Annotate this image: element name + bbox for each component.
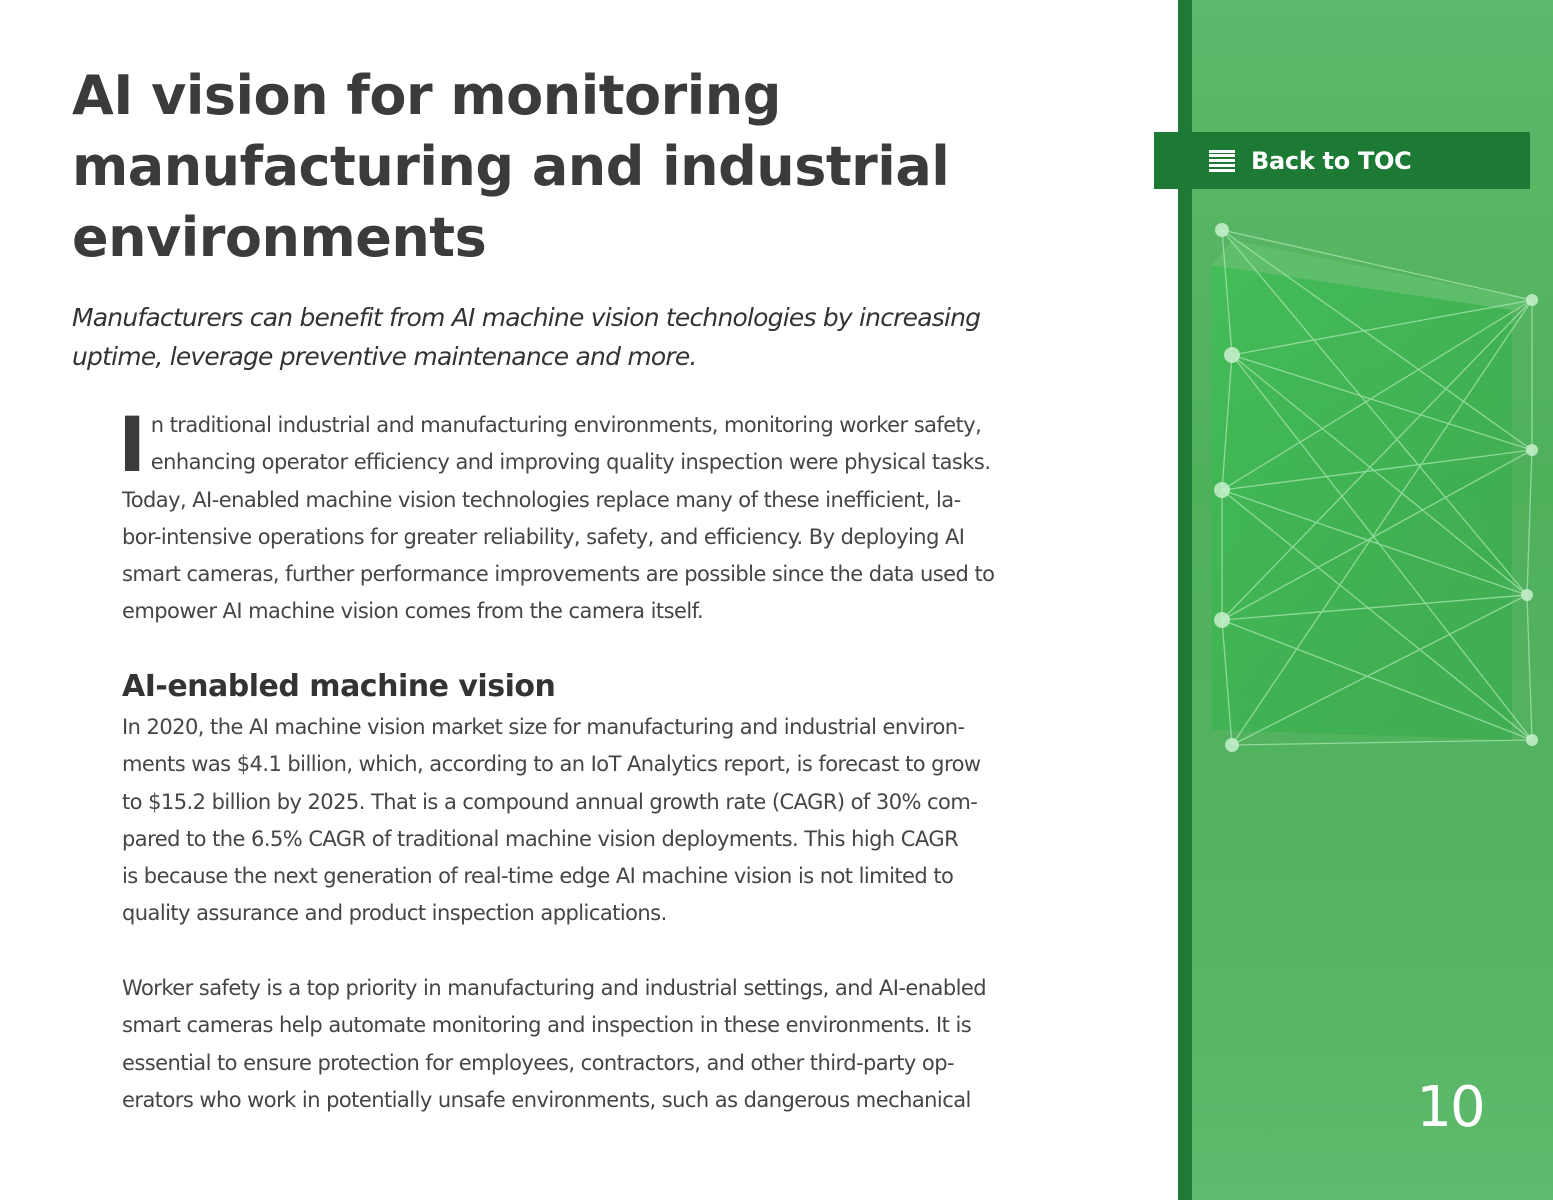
intro-line-3: Today, AI-enabled machine vision technologies replace many of these inefficient, la-: [122, 487, 961, 512]
subtitle-line-1: Manufacturers can benefit from AI machine vision technologies by increasing: [72, 303, 981, 332]
p2-line-3: to $15.2 billion by 2025. That is a compound annual growth rate (CAGR) of 30% com-: [122, 789, 978, 814]
p2-line-4: pared to the 6.5% CAGR of traditional machine vision deployments. This high CAGR: [122, 826, 959, 851]
subtitle-line-2: uptime, leverage preventive maintenance and more.: [72, 342, 697, 371]
p2-line-5: is because the next generation of real-time edge AI machine vision is not limited to: [122, 864, 954, 889]
p3-line-2: smart cameras help automate monitoring and inspection in these environments. It is: [122, 1013, 972, 1038]
p3-line-3: essential to ensure protection for employees, contractors, and other third-party op-: [122, 1050, 955, 1075]
section-heading: AI-enabled machine vision: [122, 669, 556, 704]
network-illustration: [1192, 200, 1553, 780]
market-paragraph: [122, 709, 1112, 933]
title-line-1: AI vision for monitoring: [72, 64, 781, 127]
title-line-2: manufacturing and industrial: [72, 135, 950, 198]
page-subtitle: [72, 298, 1132, 376]
safety-paragraph: [122, 970, 1112, 1119]
intro-line-4: bor-intensive operations for greater reliability, safety, and efficiency. By deploying AI: [122, 524, 965, 549]
p3-line-4: erators who work in potentially unsafe environments, such as dangerous mechanical: [122, 1087, 971, 1112]
p2-line-1: In 2020, the AI machine vision market size for manufacturing and industrial environ-: [122, 715, 965, 739]
title-line-3: environments: [72, 206, 487, 269]
intro-line-1: n traditional industrial and manufacturing environments, monitoring worker safety,: [150, 413, 982, 437]
intro-line-2: enhancing operator efficiency and improving quality inspection were physical tasks.: [150, 450, 991, 475]
intro-line-5: smart cameras, further performance improvements are possible since the data used to: [122, 562, 995, 587]
intro-line-6: empower AI machine vision comes from the camera itself.: [122, 599, 704, 624]
page-title: [72, 60, 1132, 273]
back-to-toc-label: Back to TOC: [1251, 146, 1412, 175]
p3-line-1: Worker safety is a top priority in manufacturing and industrial settings, and AI-enabled: [122, 976, 987, 1000]
drop-cap: I: [118, 400, 146, 489]
p2-line-2: ments was $4.1 billion, which, according to an IoT Analytics report, is forecast to grow: [122, 752, 981, 777]
page-number: 10: [1416, 1075, 1484, 1140]
back-to-toc-button[interactable]: [1154, 132, 1530, 189]
p2-line-6: quality assurance and product inspection applications.: [122, 901, 667, 926]
list-icon: [1209, 150, 1235, 172]
intro-paragraph: [118, 400, 1112, 631]
